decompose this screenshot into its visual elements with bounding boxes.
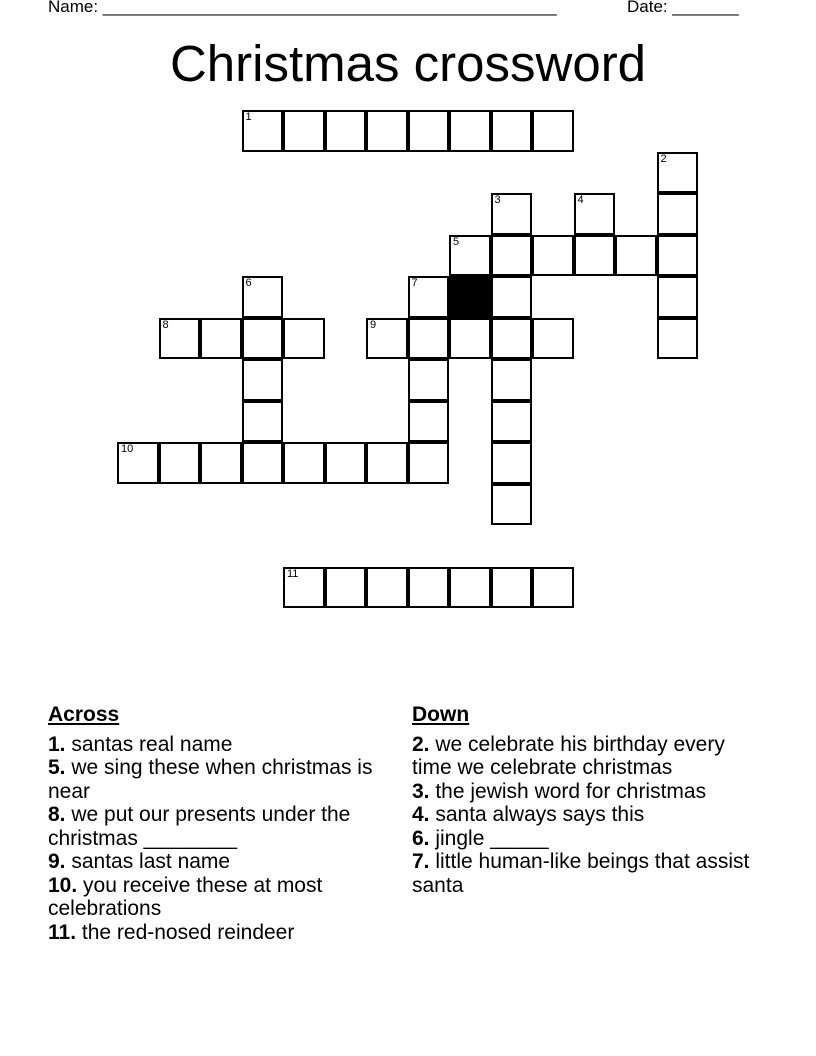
clue-item-number: 6. [412, 826, 430, 850]
clue-item [48, 850, 388, 874]
clue-item-number: 1. [48, 732, 66, 756]
clue-item-text: the jewish word for christmas [429, 779, 707, 803]
clue-item-text: we celebrate his birthday every time we celebrate christmas [412, 732, 725, 779]
clue-number: 3 [494, 194, 501, 206]
grid-cell[interactable] [366, 110, 408, 152]
across-heading: Across [48, 703, 120, 726]
clue-item [412, 733, 752, 780]
clue-item-number: 3. [412, 779, 430, 803]
grid-cell[interactable] [532, 235, 574, 277]
grid-cell[interactable] [491, 276, 533, 318]
clue-item-text: little human-like beings that assist santa [412, 850, 750, 897]
grid-cell[interactable] [657, 318, 699, 360]
across-clues [48, 703, 388, 944]
grid-cell[interactable] [159, 442, 201, 484]
grid-cell[interactable] [491, 401, 533, 443]
grid-cell[interactable] [242, 442, 284, 484]
grid-cell[interactable] [408, 442, 450, 484]
grid-cell[interactable] [491, 318, 533, 360]
grid-cell[interactable] [283, 318, 325, 360]
clue-item-number: 2. [412, 732, 430, 756]
grid-cell[interactable] [200, 318, 242, 360]
grid-cell[interactable] [657, 193, 699, 235]
grid-cell[interactable] [491, 442, 533, 484]
grid-cell[interactable] [408, 318, 450, 360]
grid-cell[interactable] [491, 235, 533, 277]
grid-cell[interactable] [325, 567, 367, 609]
grid-cell[interactable] [491, 567, 533, 609]
grid-cell[interactable] [366, 567, 408, 609]
clue-item-text: santa always says this [429, 803, 645, 826]
grid-cell[interactable] [408, 110, 450, 152]
grid-cell[interactable] [532, 318, 574, 360]
grid-cell[interactable] [574, 235, 616, 277]
down-clue-list [412, 733, 752, 898]
grid-cell[interactable] [242, 110, 284, 152]
grid-cell[interactable] [408, 359, 450, 401]
grid-cell[interactable] [491, 193, 533, 235]
grid-cell[interactable] [325, 110, 367, 152]
clue-number: 7 [411, 277, 418, 289]
grid-cell[interactable] [242, 276, 284, 318]
clue-item-text: santas last name [65, 850, 231, 873]
grid-cell[interactable] [574, 193, 616, 235]
clue-item-text: we put our presents under the christmas ________ [48, 803, 351, 850]
grid-cell[interactable] [408, 567, 450, 609]
black-square [449, 276, 491, 318]
grid-cell[interactable] [242, 359, 284, 401]
clue-number: 8 [162, 318, 169, 331]
grid-cell[interactable] [532, 567, 574, 609]
clue-item [48, 733, 388, 757]
clue-number: 6 [245, 277, 252, 289]
grid-cell[interactable] [242, 318, 284, 360]
clue-number: 4 [577, 194, 584, 206]
clue-item-text: jingle _____ [429, 826, 549, 850]
clue-item-text: we sing these when christmas is near [48, 756, 373, 803]
clue-item-number: 7. [412, 850, 430, 873]
clue-item-number: 4. [412, 803, 430, 826]
clue-number: 1 [245, 111, 252, 123]
grid-cell[interactable] [449, 110, 491, 152]
clue-item-number: 8. [48, 803, 66, 826]
clue-number: 11 [287, 567, 299, 580]
grid-cell[interactable] [449, 318, 491, 360]
down-heading: Down [412, 703, 470, 726]
grid-cell[interactable] [366, 442, 408, 484]
grid-cell[interactable] [532, 110, 574, 152]
grid-cell[interactable] [449, 235, 491, 277]
grid-cell[interactable] [408, 401, 450, 443]
grid-cell[interactable] [159, 318, 201, 360]
grid-cell[interactable] [408, 276, 450, 318]
clue-item-number: 9. [48, 850, 66, 873]
grid-cell[interactable] [657, 276, 699, 318]
clue-item [412, 803, 752, 827]
clue-item-number: 10. [48, 873, 78, 897]
clue-number: 2 [660, 152, 667, 165]
clue-item [412, 780, 752, 804]
grid-cell[interactable] [366, 318, 408, 360]
clue-item-text: you receive these at most celebrations [48, 873, 323, 920]
grid-cell[interactable] [449, 567, 491, 609]
grid-cell[interactable] [491, 484, 533, 526]
clue-item [412, 827, 752, 851]
down-clues [412, 703, 752, 897]
grid-cell[interactable] [283, 567, 325, 609]
grid-cell[interactable] [325, 442, 367, 484]
clue-item-number: 5. [48, 756, 66, 779]
date-field-label: Date: _______ [627, 0, 739, 16]
grid-cell[interactable] [242, 401, 284, 443]
clue-item [48, 756, 388, 803]
grid-cell[interactable] [491, 359, 533, 401]
grid-cell[interactable] [491, 110, 533, 152]
clue-item-number: 11. [48, 920, 77, 944]
grid-cell[interactable] [200, 442, 242, 484]
page-title: Christmas crossword [169, 35, 647, 92]
clue-number: 5 [453, 235, 460, 248]
grid-cell[interactable] [283, 442, 325, 484]
clue-item [48, 874, 388, 921]
grid-cell[interactable] [117, 442, 159, 484]
clue-item [48, 803, 388, 850]
clue-item [48, 921, 388, 945]
clue-item [412, 850, 752, 897]
grid-cell[interactable] [657, 235, 699, 277]
clue-item-text: santas real name [65, 732, 233, 756]
clue-number: 10 [121, 443, 134, 455]
clue-number: 9 [370, 318, 377, 331]
name-field-label: Name: ________________________________________________ [48, 0, 557, 16]
clue-item-text: the red-nosed reindeer [76, 920, 295, 944]
grid-cell[interactable] [283, 110, 325, 152]
grid-cell[interactable] [615, 235, 657, 277]
grid-cell[interactable] [657, 152, 699, 194]
across-clue-list [48, 733, 388, 945]
